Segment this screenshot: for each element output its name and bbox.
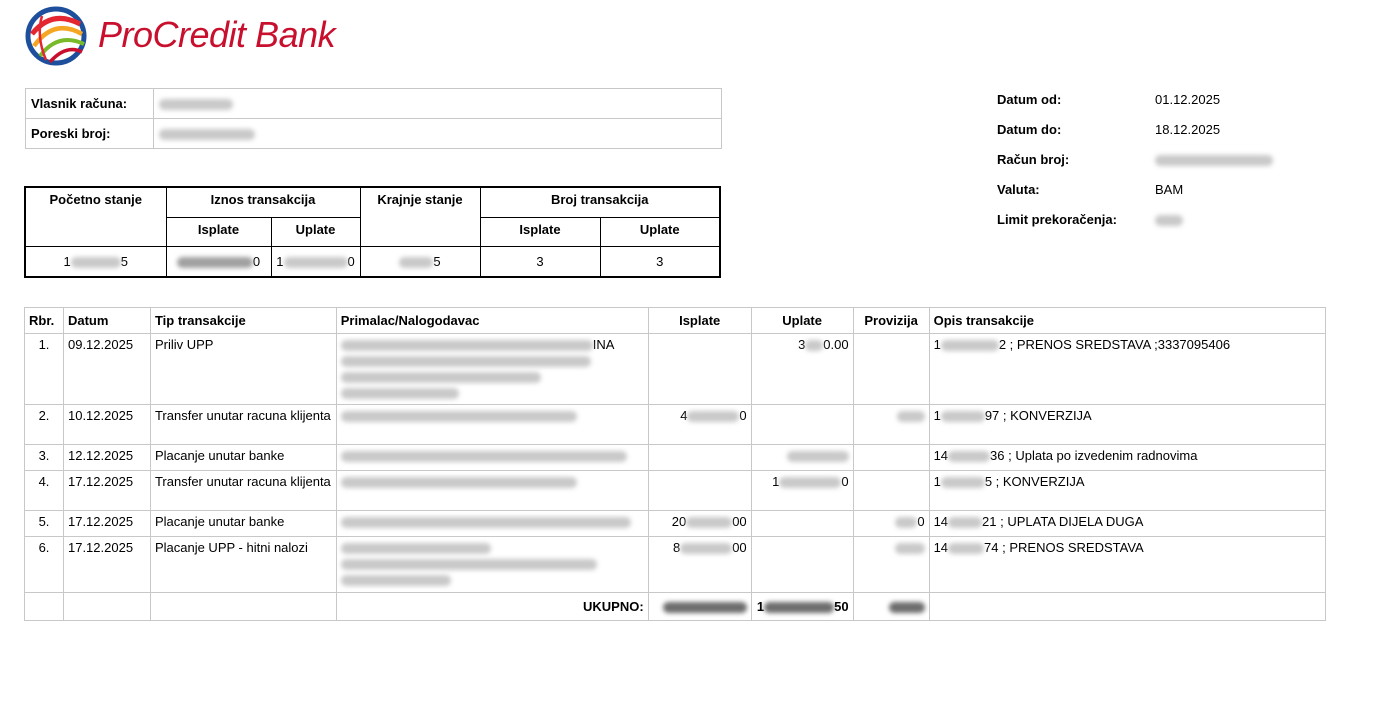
total-debit: [648, 593, 751, 621]
amount-credit-value: 1 0: [271, 246, 360, 277]
account-number-value: [1155, 152, 1273, 167]
opening-balance-header: Početno stanje: [25, 187, 166, 246]
col-header-debit: Isplate: [648, 308, 751, 334]
row-fee: [853, 445, 929, 471]
row-no: 1.: [25, 334, 64, 405]
row-type: Transfer unutar racuna klijenta: [150, 471, 336, 511]
statement-info: [997, 84, 1273, 234]
col-header-fee: Provizija: [853, 308, 929, 334]
col-header-credit: Uplate: [751, 308, 853, 334]
row-fee: 0: [853, 511, 929, 537]
row-date: 12.12.2025: [63, 445, 150, 471]
col-header-type: Tip transakcije: [150, 308, 336, 334]
amount-credit-header: Uplate: [271, 217, 360, 246]
overdraft-limit-label: Limit prekoračenja:: [997, 211, 1117, 227]
opening-balance-value: 1 5: [25, 246, 166, 277]
balance-summary-table: [24, 186, 721, 278]
table-header-row: [25, 308, 1326, 334]
procredit-globe-logo-icon: [22, 4, 94, 66]
transaction-amount-header: Iznos transakcija: [166, 187, 360, 217]
overdraft-limit-value: [1155, 212, 1183, 227]
row-debit: 20 00: [648, 511, 751, 537]
row-type: Placanje unutar banke: [150, 445, 336, 471]
row-fee: [853, 405, 929, 445]
owner-value: [154, 89, 722, 119]
table-row: [25, 471, 1326, 511]
row-date: 09.12.2025: [63, 334, 150, 405]
row-party: [336, 445, 648, 471]
row-desc: 14 36 ; Uplata po izvedenim radnovima: [929, 445, 1325, 471]
row-desc: 1 2 ; PRENOS SREDSTAVA ;3337095406: [929, 334, 1325, 405]
row-no: 5.: [25, 511, 64, 537]
row-date: 17.12.2025: [63, 511, 150, 537]
currency-value: BAM: [1155, 181, 1184, 197]
amount-debit-header: Isplate: [166, 217, 271, 246]
row-party: [336, 537, 648, 593]
transactions-table: [24, 307, 1326, 621]
currency-label: Valuta:: [997, 181, 1040, 197]
row-debit: 8 00: [648, 537, 751, 593]
total-credit: 1 50: [751, 593, 853, 621]
transaction-count-header: Broj transakcija: [480, 187, 720, 217]
row-debit: [648, 445, 751, 471]
bank-name: ProCredit Bank: [98, 14, 336, 55]
row-no: 2.: [25, 405, 64, 445]
row-desc: 14 21 ; UPLATA DIJELA DUGA: [929, 511, 1325, 537]
row-no: 3.: [25, 445, 64, 471]
closing-balance-value: 5: [360, 246, 480, 277]
count-debit-header: Isplate: [480, 217, 600, 246]
row-credit: 1 0: [751, 471, 853, 511]
row-party: [336, 511, 648, 537]
col-header-no: Rbr.: [25, 308, 64, 334]
row-credit: 3 0.00: [751, 334, 853, 405]
tax-label: Poreski broj:: [26, 119, 154, 149]
row-date: 17.12.2025: [63, 471, 150, 511]
total-row: [25, 593, 1326, 621]
row-debit: 4 0: [648, 405, 751, 445]
row-date: 10.12.2025: [63, 405, 150, 445]
debit-count-value: 3: [480, 246, 600, 277]
row-debit: [648, 471, 751, 511]
row-desc: 14 74 ; PRENOS SREDSTAVA: [929, 537, 1325, 593]
row-party: [336, 471, 648, 511]
col-header-date: Datum: [63, 308, 150, 334]
row-date: 17.12.2025: [63, 537, 150, 593]
date-from-value: 01.12.2025: [1155, 91, 1221, 107]
row-type: Placanje UPP - hitni nalozi: [150, 537, 336, 593]
table-row: [25, 511, 1326, 537]
row-type: Transfer unutar racuna klijenta: [150, 405, 336, 445]
owner-info-table: [25, 88, 722, 149]
row-party: INA: [336, 334, 648, 405]
row-type: Placanje unutar banke: [150, 511, 336, 537]
row-fee: [853, 471, 929, 511]
table-row: [25, 334, 1326, 405]
row-party: [336, 405, 648, 445]
row-desc: 1 5 ; KONVERZIJA: [929, 471, 1325, 511]
table-row: [25, 445, 1326, 471]
total-label: UKUPNO:: [336, 593, 648, 621]
row-credit: [751, 537, 853, 593]
bank-logo: [22, 2, 335, 68]
row-debit: [648, 334, 751, 405]
credit-count-value: 3: [600, 246, 720, 277]
closing-balance-header: Krajnje stanje: [360, 187, 480, 246]
date-to-label: Datum do:: [997, 121, 1062, 137]
row-credit: [751, 511, 853, 537]
tax-value: [154, 119, 722, 149]
col-header-party: Primalac/Nalogodavac: [336, 308, 648, 334]
table-row: [25, 537, 1326, 593]
account-number-label: Račun broj:: [997, 151, 1070, 167]
amount-debit-value: 0: [166, 246, 271, 277]
col-header-desc: Opis transakcije: [929, 308, 1325, 334]
total-fee: [853, 593, 929, 621]
row-fee: [853, 334, 929, 405]
row-no: 6.: [25, 537, 64, 593]
row-fee: [853, 537, 929, 593]
count-credit-header: Uplate: [600, 217, 720, 246]
row-credit: [751, 405, 853, 445]
date-to-value: 18.12.2025: [1155, 121, 1221, 137]
row-no: 4.: [25, 471, 64, 511]
table-row: [25, 405, 1326, 445]
row-credit: [751, 445, 853, 471]
date-from-label: Datum od:: [997, 91, 1062, 107]
owner-label: Vlasnik računa:: [26, 89, 154, 119]
row-type: Priliv UPP: [150, 334, 336, 405]
row-desc: 1 97 ; KONVERZIJA: [929, 405, 1325, 445]
